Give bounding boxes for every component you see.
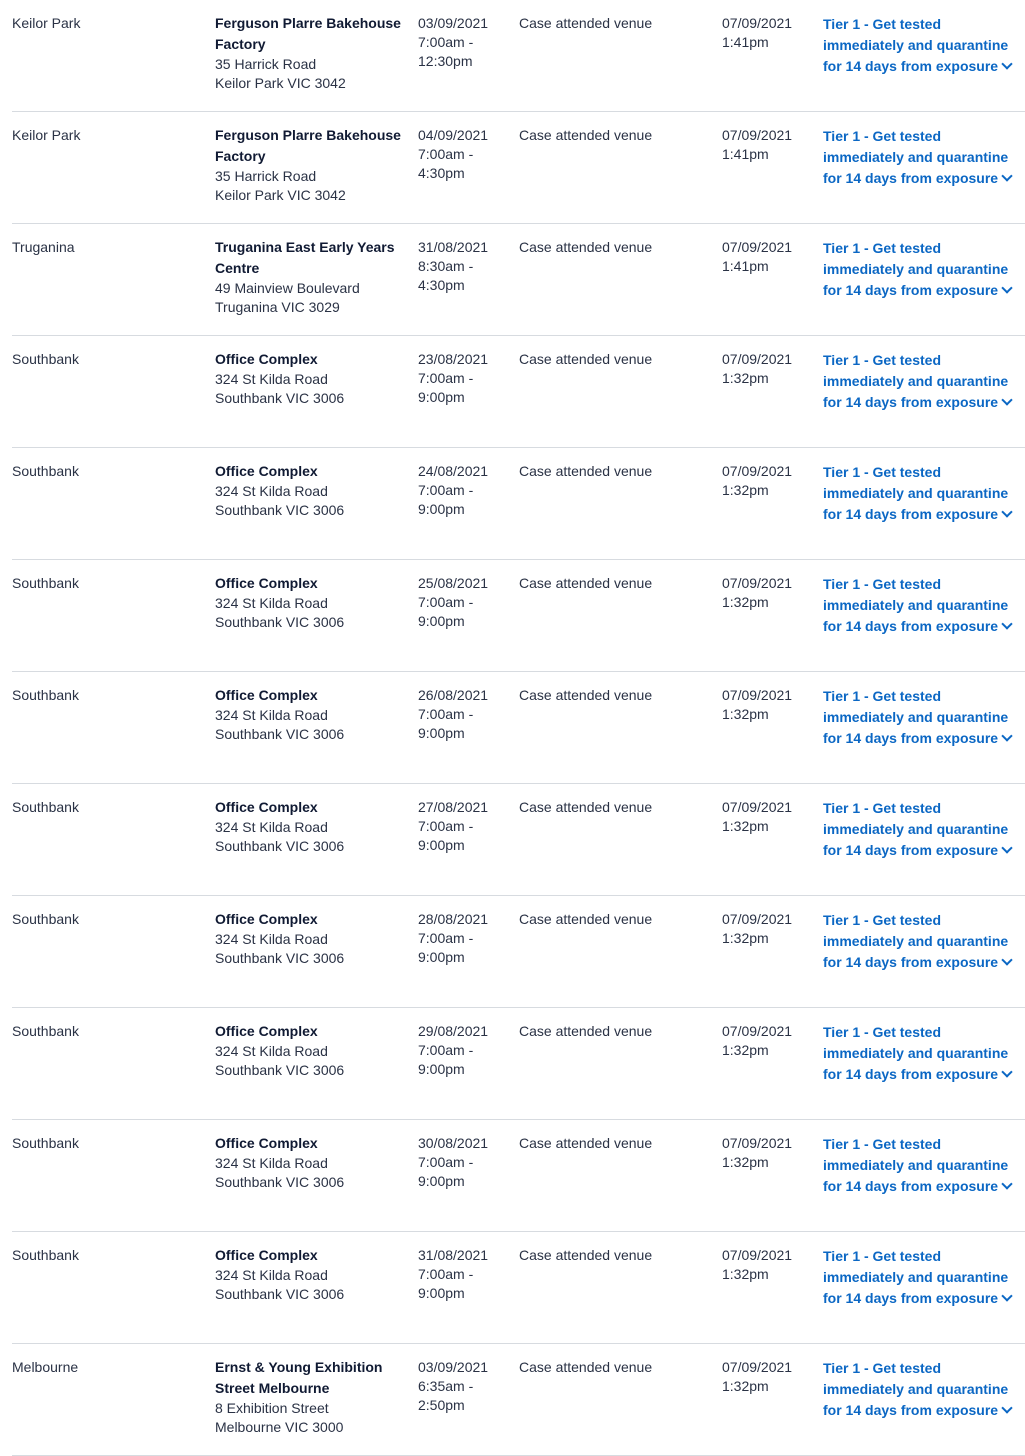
added-time: 1:32pm bbox=[722, 1154, 769, 1170]
chevron-down-icon bbox=[1001, 58, 1012, 69]
notes-cell: Case attended venue bbox=[519, 575, 653, 591]
notes-cell: Case attended venue bbox=[519, 239, 653, 255]
health-advice-toggle[interactable] bbox=[823, 1358, 1023, 1421]
site-cell bbox=[215, 574, 405, 632]
table-row bbox=[12, 448, 1025, 560]
exposure-time-end: 12:30pm bbox=[418, 53, 473, 69]
health-advice-toggle[interactable] bbox=[823, 350, 1023, 413]
health-advice-text: Tier 1 - Get tested immediately and quarantine for 14 days from exposure bbox=[823, 688, 1009, 746]
added-time: 1:41pm bbox=[722, 258, 769, 274]
address-line-2: Southbank VIC 3006 bbox=[215, 1174, 345, 1190]
added-time: 1:32pm bbox=[722, 370, 769, 386]
notes-cell: Case attended venue bbox=[519, 911, 653, 927]
health-advice-toggle[interactable] bbox=[823, 1022, 1023, 1085]
added-date: 07/09/2021 bbox=[722, 1247, 793, 1263]
site-name: Office Complex bbox=[215, 575, 318, 591]
notes-cell: Case attended venue bbox=[519, 1359, 653, 1375]
added-date: 07/09/2021 bbox=[722, 239, 793, 255]
added-date: 07/09/2021 bbox=[722, 1135, 793, 1151]
notes-cell: Case attended venue bbox=[519, 463, 653, 479]
added-date: 07/09/2021 bbox=[722, 687, 793, 703]
exposure-datetime-cell bbox=[418, 1022, 513, 1079]
address-line-2: Southbank VIC 3006 bbox=[215, 1062, 345, 1078]
table-row bbox=[12, 1344, 1025, 1456]
added-time: 1:41pm bbox=[722, 146, 769, 162]
exposure-datetime-cell bbox=[418, 462, 513, 519]
added-datetime-cell bbox=[722, 462, 817, 500]
added-time: 1:32pm bbox=[722, 594, 769, 610]
address-line-2: Truganina VIC 3029 bbox=[215, 299, 340, 315]
added-time: 1:32pm bbox=[722, 1378, 769, 1394]
address-line-2: Southbank VIC 3006 bbox=[215, 614, 345, 630]
suburb-cell: Keilor Park bbox=[12, 127, 81, 143]
suburb-cell: Southbank bbox=[12, 351, 79, 367]
notes-cell: Case attended venue bbox=[519, 1247, 653, 1263]
exposure-time-start: 7:00am - bbox=[418, 706, 474, 722]
suburb-cell: Melbourne bbox=[12, 1359, 79, 1375]
address-line-1: 49 Mainview Boulevard bbox=[215, 280, 360, 296]
address-line-1: 324 St Kilda Road bbox=[215, 595, 328, 611]
exposure-datetime-cell bbox=[418, 238, 513, 295]
chevron-down-icon bbox=[1001, 618, 1012, 629]
site-name: Office Complex bbox=[215, 463, 318, 479]
added-time: 1:32pm bbox=[722, 818, 769, 834]
chevron-down-icon bbox=[1001, 1066, 1012, 1077]
chevron-down-icon bbox=[1001, 282, 1012, 293]
added-datetime-cell bbox=[722, 350, 817, 388]
health-advice-toggle[interactable] bbox=[823, 462, 1023, 525]
health-advice-text: Tier 1 - Get tested immediately and quarantine for 14 days from exposure bbox=[823, 16, 1009, 74]
chevron-down-icon bbox=[1001, 730, 1012, 741]
health-advice-text: Tier 1 - Get tested immediately and quarantine for 14 days from exposure bbox=[823, 128, 1009, 186]
address-line-2: Southbank VIC 3006 bbox=[215, 950, 345, 966]
notes-cell: Case attended venue bbox=[519, 15, 653, 31]
notes-cell: Case attended venue bbox=[519, 687, 653, 703]
address-line-2: Southbank VIC 3006 bbox=[215, 502, 345, 518]
site-name: Truganina East Early Years Centre bbox=[215, 239, 395, 276]
health-advice-text: Tier 1 - Get tested immediately and quarantine for 14 days from exposure bbox=[823, 800, 1009, 858]
exposure-date: 03/09/2021 bbox=[418, 15, 489, 31]
exposure-time-start: 7:00am - bbox=[418, 482, 474, 498]
exposure-date: 28/08/2021 bbox=[418, 911, 489, 927]
health-advice-text: Tier 1 - Get tested immediately and quarantine for 14 days from exposure bbox=[823, 1248, 1009, 1306]
exposure-datetime-cell bbox=[418, 1246, 513, 1303]
added-datetime-cell bbox=[722, 1358, 817, 1396]
exposure-datetime-cell bbox=[418, 1358, 513, 1415]
added-date: 07/09/2021 bbox=[722, 1359, 793, 1375]
table-row bbox=[12, 784, 1025, 896]
health-advice-text: Tier 1 - Get tested immediately and quarantine for 14 days from exposure bbox=[823, 1024, 1009, 1082]
table-row bbox=[12, 112, 1025, 224]
table-row bbox=[12, 896, 1025, 1008]
site-name: Office Complex bbox=[215, 911, 318, 927]
exposure-time-start: 7:00am - bbox=[418, 370, 474, 386]
exposure-datetime-cell bbox=[418, 350, 513, 407]
site-name: Ernst & Young Exhibition Street Melbourne bbox=[215, 1359, 383, 1396]
address-line-1: 8 Exhibition Street bbox=[215, 1400, 329, 1416]
exposure-time-end: 2:50pm bbox=[418, 1397, 465, 1413]
added-datetime-cell bbox=[722, 798, 817, 836]
health-advice-text: Tier 1 - Get tested immediately and quarantine for 14 days from exposure bbox=[823, 1360, 1009, 1418]
exposure-date: 04/09/2021 bbox=[418, 127, 489, 143]
site-name: Ferguson Plarre Bakehouse Factory bbox=[215, 127, 401, 164]
address-line-1: 324 St Kilda Road bbox=[215, 819, 328, 835]
exposure-time-end: 4:30pm bbox=[418, 165, 465, 181]
exposure-date: 27/08/2021 bbox=[418, 799, 489, 815]
address-line-1: 324 St Kilda Road bbox=[215, 931, 328, 947]
chevron-down-icon bbox=[1001, 394, 1012, 405]
suburb-cell: Southbank bbox=[12, 1023, 79, 1039]
address-line-1: 324 St Kilda Road bbox=[215, 1267, 328, 1283]
exposure-time-end: 9:00pm bbox=[418, 1285, 465, 1301]
added-date: 07/09/2021 bbox=[722, 15, 793, 31]
exposure-date: 03/09/2021 bbox=[418, 1359, 489, 1375]
site-cell bbox=[215, 350, 405, 408]
address-line-2: Southbank VIC 3006 bbox=[215, 726, 345, 742]
notes-cell: Case attended venue bbox=[519, 1135, 653, 1151]
exposure-datetime-cell bbox=[418, 910, 513, 967]
address-line-2: Melbourne VIC 3000 bbox=[215, 1419, 344, 1435]
chevron-down-icon bbox=[1001, 1402, 1012, 1413]
address-line-1: 324 St Kilda Road bbox=[215, 1155, 328, 1171]
chevron-down-icon bbox=[1001, 170, 1012, 181]
site-cell bbox=[215, 1358, 405, 1437]
added-datetime-cell bbox=[722, 126, 817, 164]
exposure-date: 30/08/2021 bbox=[418, 1135, 489, 1151]
added-date: 07/09/2021 bbox=[722, 351, 793, 367]
added-date: 07/09/2021 bbox=[722, 799, 793, 815]
chevron-down-icon bbox=[1001, 1178, 1012, 1189]
exposure-time-start: 7:00am - bbox=[418, 1266, 474, 1282]
exposure-datetime-cell bbox=[418, 686, 513, 743]
health-advice-text: Tier 1 - Get tested immediately and quarantine for 14 days from exposure bbox=[823, 1136, 1009, 1194]
added-date: 07/09/2021 bbox=[722, 575, 793, 591]
exposure-time-end: 9:00pm bbox=[418, 725, 465, 741]
site-name: Office Complex bbox=[215, 1135, 318, 1151]
exposure-time-start: 7:00am - bbox=[418, 1042, 474, 1058]
added-time: 1:32pm bbox=[722, 1042, 769, 1058]
added-date: 07/09/2021 bbox=[722, 911, 793, 927]
chevron-down-icon bbox=[1001, 1290, 1012, 1301]
added-datetime-cell bbox=[722, 574, 817, 612]
notes-cell: Case attended venue bbox=[519, 127, 653, 143]
site-name: Office Complex bbox=[215, 799, 318, 815]
site-cell bbox=[215, 1246, 405, 1304]
address-line-1: 324 St Kilda Road bbox=[215, 483, 328, 499]
table-row bbox=[12, 0, 1025, 112]
suburb-cell: Southbank bbox=[12, 911, 79, 927]
added-time: 1:32pm bbox=[722, 930, 769, 946]
health-advice-toggle[interactable] bbox=[823, 1134, 1023, 1197]
address-line-1: 35 Harrick Road bbox=[215, 56, 317, 72]
exposure-time-start: 6:35am - bbox=[418, 1378, 474, 1394]
added-datetime-cell bbox=[722, 686, 817, 724]
site-name: Office Complex bbox=[215, 1247, 318, 1263]
added-date: 07/09/2021 bbox=[722, 463, 793, 479]
exposure-date: 31/08/2021 bbox=[418, 1247, 489, 1263]
address-line-2: Keilor Park VIC 3042 bbox=[215, 187, 346, 203]
exposure-time-start: 7:00am - bbox=[418, 594, 474, 610]
exposure-time-end: 9:00pm bbox=[418, 389, 465, 405]
site-name: Office Complex bbox=[215, 687, 318, 703]
exposure-datetime-cell bbox=[418, 1134, 513, 1191]
exposure-date: 26/08/2021 bbox=[418, 687, 489, 703]
suburb-cell: Truganina bbox=[12, 239, 75, 255]
added-datetime-cell bbox=[722, 1022, 817, 1060]
added-date: 07/09/2021 bbox=[722, 1023, 793, 1039]
added-datetime-cell bbox=[722, 1246, 817, 1284]
address-line-2: Southbank VIC 3006 bbox=[215, 390, 345, 406]
site-name: Ferguson Plarre Bakehouse Factory bbox=[215, 15, 401, 52]
site-cell bbox=[215, 686, 405, 744]
health-advice-toggle[interactable] bbox=[823, 574, 1023, 637]
table-row bbox=[12, 1120, 1025, 1232]
site-cell bbox=[215, 798, 405, 856]
added-datetime-cell bbox=[722, 238, 817, 276]
site-cell bbox=[215, 910, 405, 968]
added-time: 1:32pm bbox=[722, 706, 769, 722]
address-line-1: 324 St Kilda Road bbox=[215, 1043, 328, 1059]
suburb-cell: Southbank bbox=[12, 687, 79, 703]
address-line-1: 324 St Kilda Road bbox=[215, 707, 328, 723]
added-time: 1:32pm bbox=[722, 482, 769, 498]
exposure-datetime-cell bbox=[418, 798, 513, 855]
exposure-datetime-cell bbox=[418, 574, 513, 631]
address-line-1: 35 Harrick Road bbox=[215, 168, 317, 184]
health-advice-text: Tier 1 - Get tested immediately and quarantine for 14 days from exposure bbox=[823, 912, 1009, 970]
health-advice-toggle[interactable] bbox=[823, 686, 1023, 749]
chevron-down-icon bbox=[1001, 842, 1012, 853]
suburb-cell: Southbank bbox=[12, 1247, 79, 1263]
site-cell bbox=[215, 14, 405, 93]
table-row bbox=[12, 224, 1025, 336]
health-advice-toggle[interactable] bbox=[823, 238, 1023, 301]
chevron-down-icon bbox=[1001, 954, 1012, 965]
exposure-time-end: 9:00pm bbox=[418, 613, 465, 629]
health-advice-toggle[interactable] bbox=[823, 1246, 1023, 1309]
exposure-time-end: 9:00pm bbox=[418, 837, 465, 853]
exposure-datetime-cell bbox=[418, 14, 513, 71]
site-cell bbox=[215, 1134, 405, 1192]
health-advice-text: Tier 1 - Get tested immediately and quarantine for 14 days from exposure bbox=[823, 240, 1009, 298]
notes-cell: Case attended venue bbox=[519, 1023, 653, 1039]
exposure-time-start: 7:00am - bbox=[418, 818, 474, 834]
suburb-cell: Southbank bbox=[12, 463, 79, 479]
exposure-date: 23/08/2021 bbox=[418, 351, 489, 367]
exposure-date: 24/08/2021 bbox=[418, 463, 489, 479]
suburb-cell: Southbank bbox=[12, 575, 79, 591]
suburb-cell: Southbank bbox=[12, 1135, 79, 1151]
site-cell bbox=[215, 126, 405, 205]
table-row bbox=[12, 672, 1025, 784]
added-date: 07/09/2021 bbox=[722, 127, 793, 143]
exposure-time-start: 7:00am - bbox=[418, 1154, 474, 1170]
notes-cell: Case attended venue bbox=[519, 799, 653, 815]
table-row bbox=[12, 1008, 1025, 1120]
exposure-time-end: 9:00pm bbox=[418, 949, 465, 965]
health-advice-toggle[interactable] bbox=[823, 14, 1023, 77]
health-advice-text: Tier 1 - Get tested immediately and quarantine for 14 days from exposure bbox=[823, 352, 1009, 410]
site-cell bbox=[215, 462, 405, 520]
exposure-time-start: 7:00am - bbox=[418, 146, 474, 162]
site-name: Office Complex bbox=[215, 1023, 318, 1039]
added-datetime-cell bbox=[722, 14, 817, 52]
exposure-time-end: 9:00pm bbox=[418, 1061, 465, 1077]
exposure-time-start: 8:30am - bbox=[418, 258, 474, 274]
table-row bbox=[12, 336, 1025, 448]
exposure-date: 25/08/2021 bbox=[418, 575, 489, 591]
health-advice-toggle[interactable] bbox=[823, 910, 1023, 973]
exposure-date: 31/08/2021 bbox=[418, 239, 489, 255]
exposure-time-end: 9:00pm bbox=[418, 1173, 465, 1189]
health-advice-toggle[interactable] bbox=[823, 798, 1023, 861]
exposure-time-start: 7:00am - bbox=[418, 930, 474, 946]
address-line-2: Keilor Park VIC 3042 bbox=[215, 75, 346, 91]
address-line-1: 324 St Kilda Road bbox=[215, 371, 328, 387]
table-row bbox=[12, 1232, 1025, 1344]
suburb-cell: Southbank bbox=[12, 799, 79, 815]
exposure-time-start: 7:00am - bbox=[418, 34, 474, 50]
health-advice-text: Tier 1 - Get tested immediately and quarantine for 14 days from exposure bbox=[823, 576, 1009, 634]
exposure-datetime-cell bbox=[418, 126, 513, 183]
health-advice-text: Tier 1 - Get tested immediately and quarantine for 14 days from exposure bbox=[823, 464, 1009, 522]
address-line-2: Southbank VIC 3006 bbox=[215, 1286, 345, 1302]
notes-cell: Case attended venue bbox=[519, 351, 653, 367]
added-time: 1:32pm bbox=[722, 1266, 769, 1282]
site-cell bbox=[215, 238, 405, 317]
table-row bbox=[12, 560, 1025, 672]
exposure-date: 29/08/2021 bbox=[418, 1023, 489, 1039]
health-advice-toggle[interactable] bbox=[823, 126, 1023, 189]
added-datetime-cell bbox=[722, 910, 817, 948]
chevron-down-icon bbox=[1001, 506, 1012, 517]
site-name: Office Complex bbox=[215, 351, 318, 367]
address-line-2: Southbank VIC 3006 bbox=[215, 838, 345, 854]
added-datetime-cell bbox=[722, 1134, 817, 1172]
site-cell bbox=[215, 1022, 405, 1080]
suburb-cell: Keilor Park bbox=[12, 15, 81, 31]
exposure-time-end: 4:30pm bbox=[418, 277, 465, 293]
added-time: 1:41pm bbox=[722, 34, 769, 50]
exposure-time-end: 9:00pm bbox=[418, 501, 465, 517]
